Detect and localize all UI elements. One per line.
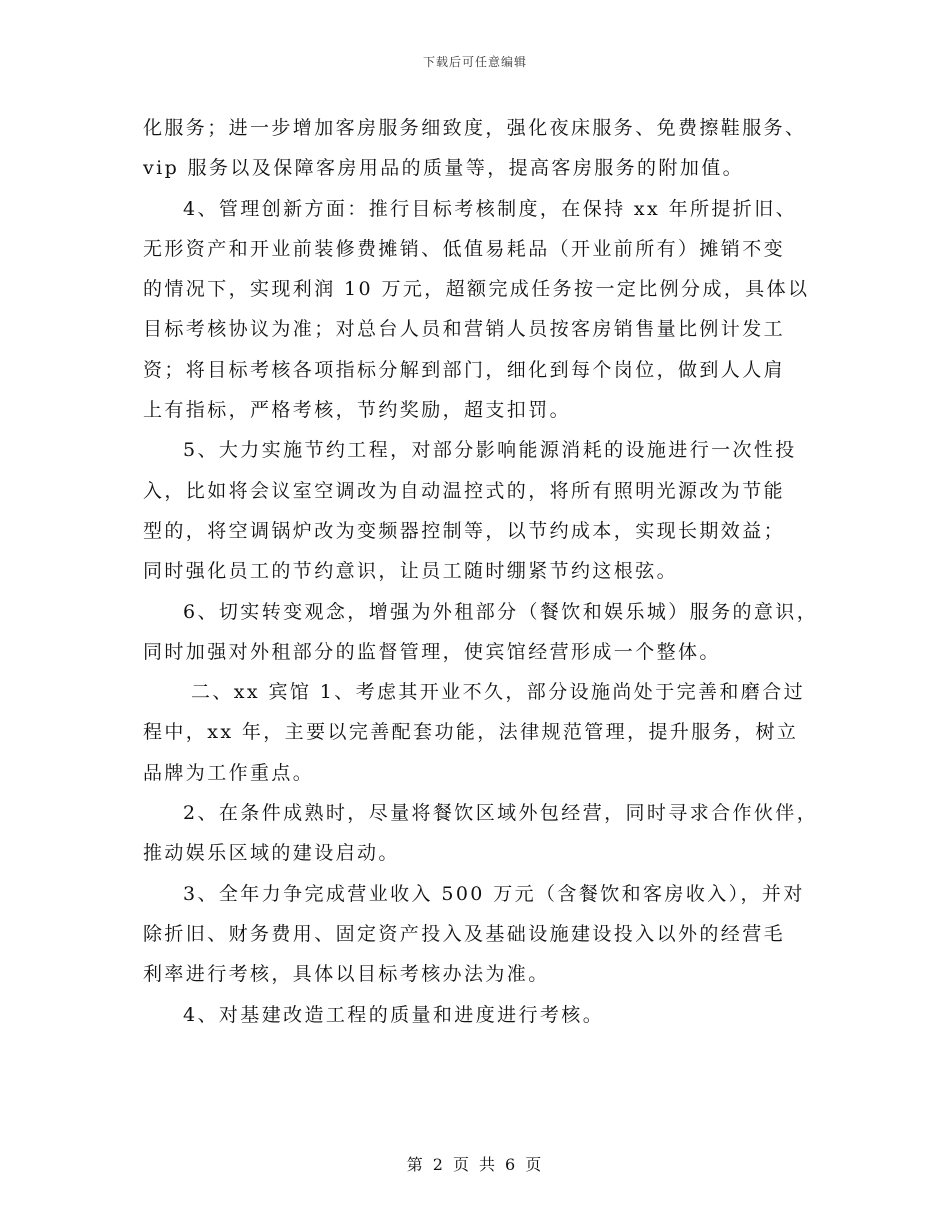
text-line: 资；将目标考核各项指标分解到部门，细化到每个岗位，做到人人肩 (143, 358, 786, 381)
paragraph-start-line: 4、管理创新方面：推行目标考核制度，在保持 xx 年所提折旧、 (183, 197, 797, 220)
footer-word-ye: 页 (452, 1155, 471, 1174)
footer-word-ye-2: 页 (525, 1155, 544, 1174)
paragraph-start-line: 2、在条件成熟时，尽量将餐饮区域外包经营，同时寻求合作伙伴， (183, 802, 819, 825)
text-line: vip 服务以及保障客房用品的质量等，提高客房服务的附加值。 (143, 157, 745, 180)
page-footer (0, 1152, 950, 1175)
text-line: 入，比如将会议室空调改为自动温控式的，将所有照明光源改为节能 (143, 479, 786, 502)
header-note: 下载后可任意编辑 (422, 55, 527, 69)
footer-word-di: 第 (406, 1155, 425, 1174)
current-page-number: 2 (432, 1155, 445, 1174)
text-line: 目标考核协议为准；对总台人员和营销人员按客房销售量比例计发工 (143, 318, 786, 341)
body-text (143, 108, 833, 1035)
paragraph-start-line: 5、大力实施节约工程，对部分影响能源消耗的设施进行一次性投 (183, 439, 797, 462)
paragraph-start-line: 二、xx 宾馆 1、考虑其开业不久，部分设施尚处于完善和磨合过 (191, 681, 805, 704)
total-pages-number: 6 (505, 1155, 518, 1174)
text-line: 推动娱乐区域的建设启动。 (143, 842, 400, 865)
paragraph-start-line: 6、切实转变观念，增强为外租部分（餐饮和娱乐城）服务的意识， (183, 600, 819, 623)
text-line: 上有指标，严格考核，节约奖励，超支扣罚。 (143, 399, 572, 422)
text-line: 化服务；进一步增加客房服务细致度，强化夜床服务、免费擦鞋服务、 (143, 117, 807, 139)
text-line: 利率进行考核，具体以目标考核办法为准。 (143, 963, 550, 986)
text-line: 品牌为工作重点。 (143, 761, 315, 784)
text-line: 同时加强对外租部分的监督管理，使宾馆经营形成一个整体。 (143, 640, 721, 663)
text-line: 的情况下，实现利润 10 万元，超额完成任务按一定比例分成，具体以 (143, 278, 810, 301)
text-line: 程中，xx 年，主要以完善配套功能，法律规范管理，提升服务，树立 (143, 721, 799, 744)
paragraph-start-line: 4、对基建改造工程的质量和进度进行考核。 (183, 1003, 605, 1026)
text-line: 无形资产和开业前装修费摊销、低值易耗品（开业前所有）摊销不变 (143, 237, 786, 260)
footer-word-gong: 共 (479, 1155, 498, 1174)
paragraph-start-line: 3、全年力争完成营业收入 500 万元（含餐饮和客房收入），并对 (183, 882, 805, 905)
text-line: 型的，将空调锅炉改为变频器控制等，以节约成本，实现长期效益； (143, 519, 786, 542)
text-line: 除折旧、财务费用、固定资产投入及基础设施建设投入以外的经营毛 (143, 922, 786, 945)
text-line: 同时强化员工的节约意识，让员工随时绷紧节约这根弦。 (143, 560, 679, 583)
